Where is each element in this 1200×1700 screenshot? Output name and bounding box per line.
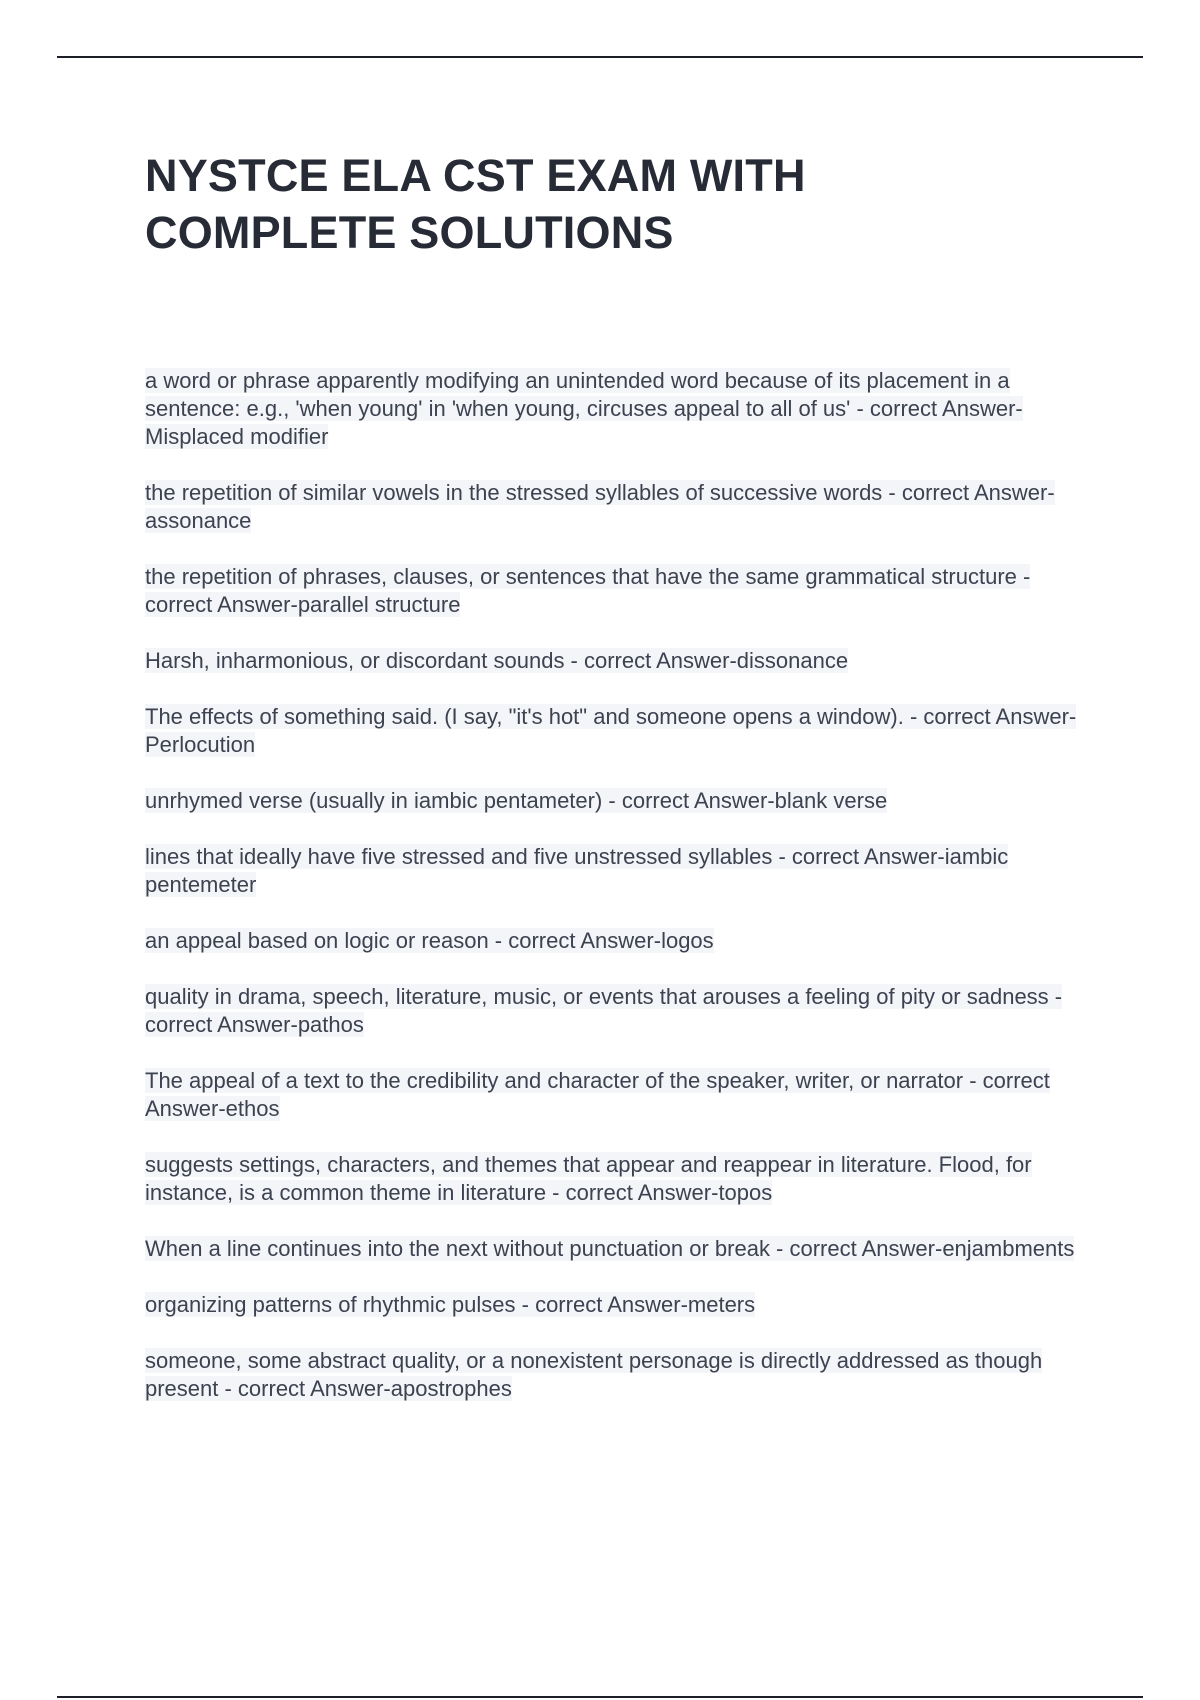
qa-entry-misplaced-modifier [145,367,1090,451]
qa-entry-text: someone, some abstract quality, or a nonexistent personage is directly addressed as though present - correct Answer-apostrophes [145,1348,1043,1401]
qa-entry-blank-verse [145,787,1090,815]
qa-entry-text: an appeal based on logic or reason - correct Answer-logos [145,928,714,953]
qa-entry-text: suggests settings, characters, and themes that appear and reappear in literature. Flood, for instance, is a common theme in literature - correct Answer-topos [145,1152,1032,1205]
qa-entry-logos [145,927,1090,955]
qa-entry-text: The effects of something said. (I say, "it's hot" and someone opens a window). - correct Answer-Perlocution [145,704,1077,757]
qa-entry-assonance [145,479,1090,535]
qa-entry-text: a word or phrase apparently modifying an unintended word because of its placement in a sentence: e.g., 'when young' in 'when young, circuses appeal to all of us' - correct Answer-Misplaced modifier [145,368,1023,449]
title-line-1: NYSTCE ELA CST EXAM WITH [145,150,806,201]
title-line-2: COMPLETE SOLUTIONS [145,207,674,258]
top-rule [57,56,1143,58]
qa-list [145,367,1090,1431]
qa-entry-pathos [145,983,1090,1039]
qa-entry-text: organizing patterns of rhythmic pulses - correct Answer-meters [145,1292,756,1317]
qa-entry-meters [145,1291,1090,1319]
qa-entry-perlocution [145,703,1090,759]
qa-entry-ethos [145,1067,1090,1123]
document-title [145,147,1095,261]
qa-entry-text: quality in drama, speech, literature, music, or events that arouses a feeling of pity or sadness - correct Answer-pathos [145,984,1063,1037]
qa-entry-text: When a line continues into the next without punctuation or break - correct Answer-enjambments [145,1236,1075,1261]
qa-entry-iambic-pentemeter [145,843,1090,899]
qa-entry-enjambments [145,1235,1090,1263]
qa-entry-text: the repetition of similar vowels in the stressed syllables of successive words - correct Answer-assonance [145,480,1055,533]
qa-entry-parallel-structure [145,563,1090,619]
qa-entry-dissonance [145,647,1090,675]
qa-entry-text: unrhymed verse (usually in iambic pentameter) - correct Answer-blank verse [145,788,888,813]
bottom-rule [57,1696,1143,1698]
qa-entry-apostrophes [145,1347,1090,1403]
qa-entry-text: lines that ideally have five stressed and five unstressed syllables - correct Answer-iambic pentemeter [145,844,1009,897]
qa-entry-topos [145,1151,1090,1207]
qa-entry-text: the repetition of phrases, clauses, or sentences that have the same grammatical structure - correct Answer-parallel structure [145,564,1031,617]
qa-entry-text: The appeal of a text to the credibility and character of the speaker, writer, or narrator - correct Answer-ethos [145,1068,1050,1121]
qa-entry-text: Harsh, inharmonious, or discordant sounds - correct Answer-dissonance [145,648,849,673]
